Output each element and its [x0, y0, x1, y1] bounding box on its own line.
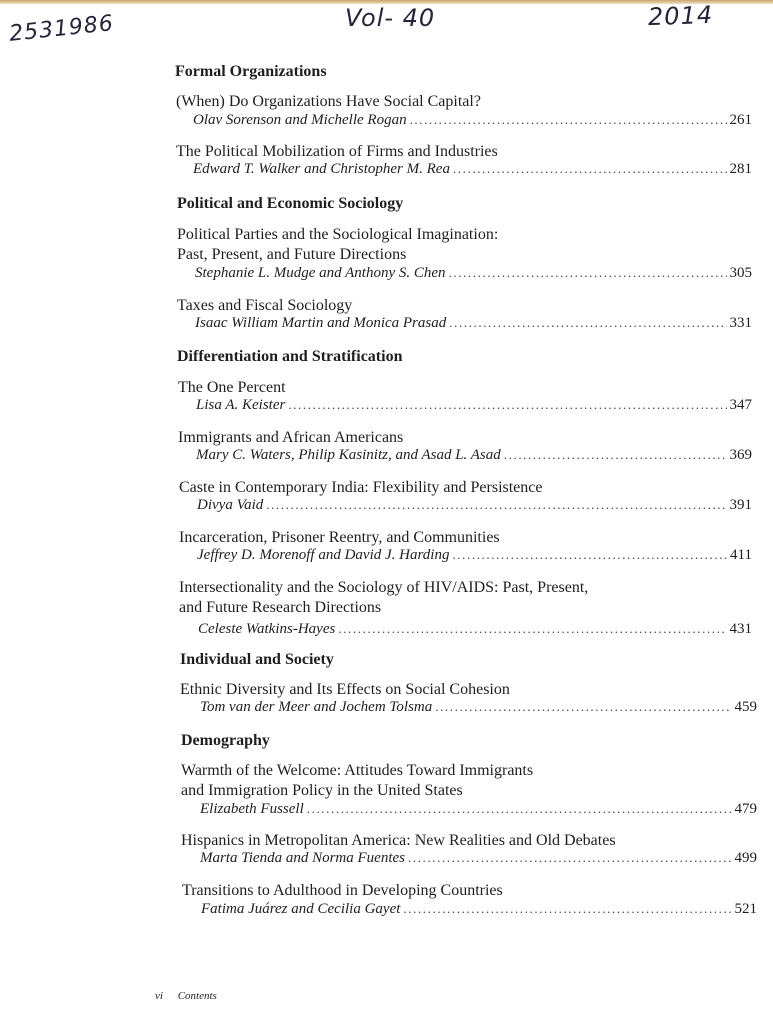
- dot-leader: [266, 497, 726, 513]
- entry-author-row: [200, 850, 757, 867]
- entry-title: Warmth of the Welcome: Attitudes Toward Immigrants and Immigration Policy in the United States: [181, 762, 534, 799]
- entry-author-row: [200, 801, 757, 818]
- entry-page-number: 521: [734, 901, 757, 917]
- entry-page-number: 261: [729, 112, 752, 128]
- entry-title: Intersectionality and the Sociology of HIV/AIDS: Past, Present, and Future Research Directions: [179, 579, 589, 616]
- entry-authors: Stephanie L. Mudge and Anthony S. Chen: [195, 265, 446, 281]
- entry-title: Political Parties and the Sociological Imagination: Past, Present, and Future Directions: [177, 226, 499, 263]
- entry-author-row: [193, 112, 752, 129]
- entry-authors: Lisa A. Keister: [196, 397, 286, 413]
- folio-number: vi: [155, 990, 163, 1002]
- entry-authors: Divya Vaid: [197, 497, 264, 513]
- entry-title: Hispanics in Metropolitan America: New Realities and Old Debates: [181, 832, 616, 849]
- entry-page-number: 479: [734, 801, 757, 817]
- handwritten-volume-note: Vol- 40: [345, 4, 436, 32]
- entry-authors: Marta Tienda and Norma Fuentes: [200, 850, 405, 866]
- entry-page-number: 347: [729, 397, 752, 413]
- entry-title: The Political Mobilization of Firms and Industries: [176, 143, 498, 160]
- entry-page-number: 499: [734, 850, 757, 866]
- section-heading: Formal Organizations: [175, 63, 327, 80]
- running-head: Contents: [177, 990, 217, 1002]
- entry-title: Ethnic Diversity and Its Effects on Social Cohesion: [180, 681, 510, 698]
- entry-author-row: [201, 901, 757, 918]
- section-heading: Demography: [181, 732, 270, 749]
- dot-leader: [449, 315, 726, 331]
- entry-author-row: [195, 315, 752, 332]
- entry-authors: Edward T. Walker and Christopher M. Rea: [193, 161, 450, 177]
- entry-author-row: [196, 397, 752, 414]
- entry-author-row: [200, 699, 757, 716]
- entry-page-number: 281: [729, 161, 752, 177]
- entry-authors: Celeste Watkins-Hayes: [198, 621, 336, 637]
- entry-author-row: [195, 265, 752, 282]
- entry-page-number: 331: [729, 315, 752, 331]
- entry-title: Transitions to Adulthood in Developing Countries: [182, 882, 503, 899]
- entry-title: Incarceration, Prisoner Reentry, and Communities: [179, 529, 500, 546]
- entry-authors: Tom van der Meer and Jochem Tolsma: [200, 699, 433, 715]
- entry-title: Taxes and Fiscal Sociology: [177, 297, 353, 314]
- handwritten-accession-number: 2531986: [8, 11, 116, 47]
- dot-leader: [410, 112, 727, 128]
- entry-title: Immigrants and African Americans: [178, 429, 404, 446]
- dot-leader: [453, 161, 727, 177]
- entry-authors: Elizabeth Fussell: [200, 801, 304, 817]
- handwritten-year-note: 2014: [647, 0, 714, 32]
- dot-leader: [403, 901, 731, 917]
- dot-leader: [504, 447, 727, 463]
- dot-leader: [408, 850, 732, 866]
- entry-author-row: [197, 547, 752, 564]
- entry-page-number: 369: [729, 447, 752, 463]
- entry-page-number: 305: [729, 265, 752, 281]
- entry-title: Caste in Contemporary India: Flexibility and Persistence: [179, 479, 543, 496]
- entry-page-number: 459: [734, 699, 757, 715]
- entry-page-number: 411: [730, 547, 752, 563]
- entry-author-row: [196, 447, 752, 464]
- entry-title: (When) Do Organizations Have Social Capital?: [176, 93, 481, 110]
- entry-authors: Olav Sorenson and Michelle Rogan: [193, 112, 407, 128]
- section-heading: Differentiation and Stratification: [177, 348, 403, 365]
- section-heading: Individual and Society: [180, 651, 334, 668]
- dot-leader: [449, 265, 727, 281]
- entry-authors: Fatima Juárez and Cecilia Gayet: [201, 901, 401, 917]
- entry-author-row: [197, 497, 752, 514]
- dot-leader: [307, 801, 732, 817]
- dot-leader: [288, 397, 726, 413]
- entry-authors: Mary C. Waters, Philip Kasinitz, and Asad L. Asad: [196, 447, 501, 463]
- page-footer: [155, 990, 229, 1002]
- entry-page-number: 431: [729, 621, 752, 637]
- entry-authors: Isaac William Martin and Monica Prasad: [195, 315, 447, 331]
- dot-leader: [452, 547, 727, 563]
- dot-leader: [338, 621, 726, 637]
- section-heading: Political and Economic Sociology: [177, 195, 404, 212]
- entry-author-row: [198, 621, 752, 638]
- entry-author-row: [193, 161, 752, 178]
- entry-authors: Jeffrey D. Morenoff and David J. Harding: [197, 547, 450, 563]
- entry-title: The One Percent: [178, 379, 286, 396]
- dot-leader: [435, 699, 731, 715]
- entry-page-number: 391: [729, 497, 752, 513]
